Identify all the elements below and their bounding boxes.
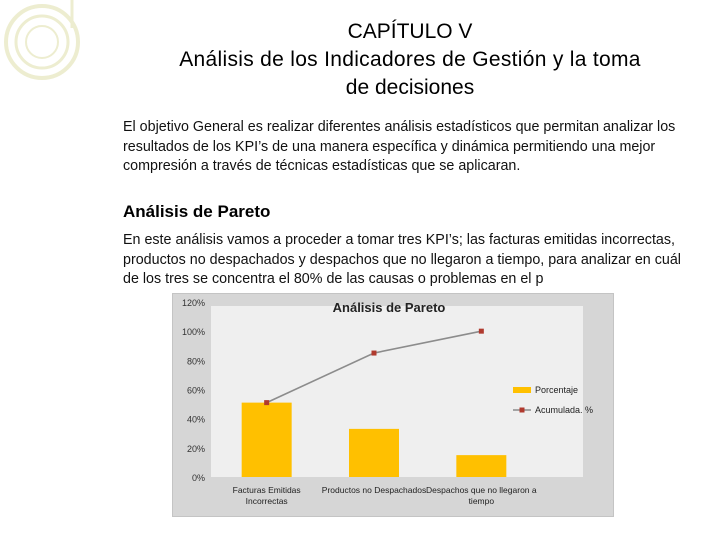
ring-inner (26, 26, 58, 58)
y-tick-label: 0% (191, 473, 205, 483)
legend-label-bar: Porcentaje (535, 385, 579, 395)
slide-heading (120, 18, 700, 102)
slide-title-line-2: de decisiones (345, 76, 475, 99)
slide-title-line-1: Análisis de los Indicadores de Gestión y la toma (179, 48, 641, 71)
ring-middle (16, 16, 68, 68)
y-tick-label: 20% (186, 443, 205, 454)
pareto-bar (242, 403, 292, 477)
x-category-label: Facturas Emitidas (232, 485, 301, 495)
y-tick-label: 120% (181, 298, 205, 308)
decorative-rings (0, 0, 130, 130)
pareto-bar (349, 429, 399, 477)
intro-paragraph: El objetivo General es realizar diferentes análisis estadísticos que permitan analizar los resultados de los KPI’s de una manera específica y dinámica permitiendo una mejor compresión a través de técnicas estadísticas que se aplicaran. (123, 119, 676, 174)
x-category-label: Incorrectas (245, 496, 288, 506)
section-heading-pareto: Análisis de Pareto (123, 202, 271, 221)
pareto-chart-svg (173, 294, 613, 516)
legend-label-line: Acumulada. % (535, 405, 594, 415)
x-category-label: Productos no Despachados (321, 485, 427, 495)
cumulative-point (264, 400, 269, 405)
cumulative-point (372, 351, 377, 356)
pareto-bar (456, 455, 506, 477)
cumulative-point (479, 329, 484, 334)
chapter-label: CAPÍTULO V (347, 20, 473, 43)
y-tick-label: 60% (186, 385, 205, 396)
legend-swatch-bar (513, 387, 531, 393)
x-category-label: Despachos que no llegaron a (426, 485, 537, 495)
legend-swatch-marker (520, 408, 525, 413)
x-category-label: tiempo (468, 496, 495, 506)
pareto-paragraph: En este análisis vamos a proceder a tomar tres KPI’s; las facturas emitidas incorrectas, productos no despachados y despachos que no llegaron a tiempo, para analizar en cuál de los tres se concentra el 80% de las causas o problemas en el p (123, 232, 681, 287)
y-tick-label: 40% (186, 414, 205, 425)
pareto-chart (172, 293, 614, 517)
y-tick-label: 80% (186, 356, 205, 367)
chart-title: Análisis de Pareto (332, 300, 446, 315)
y-tick-label: 100% (181, 327, 205, 338)
